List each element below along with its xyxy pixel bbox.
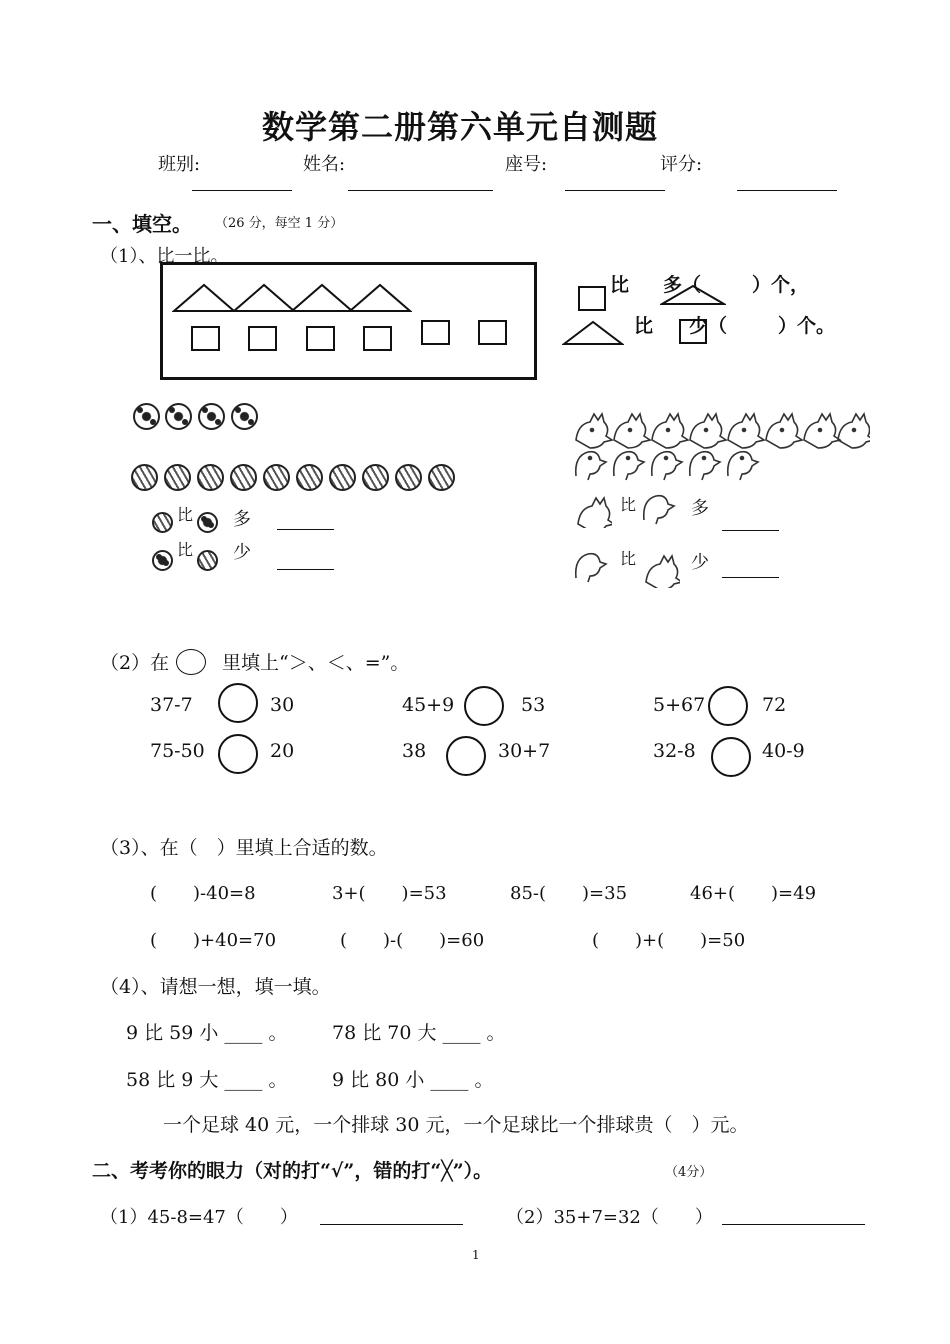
class-blank[interactable]: [192, 190, 292, 191]
balls-shao: 少: [233, 542, 251, 563]
square-icon: [248, 326, 277, 351]
q2-item-right: 40-9: [762, 740, 805, 762]
volleyball-icon: [362, 464, 389, 491]
judge-item: （1）45-8=47（ ）: [100, 1207, 298, 1228]
triangle-icon: [174, 285, 234, 311]
line2-ge: ）个。: [778, 315, 836, 337]
birds-bi2: 比: [620, 549, 637, 568]
birds-duo: 多: [691, 498, 709, 519]
soccer-ball-icon: [197, 512, 218, 533]
triangle-icon: [562, 320, 624, 346]
birds-shao: 少: [691, 552, 709, 573]
q2-label-suffix: 里填上“＞、＜、=”。: [222, 652, 410, 674]
rooster-icon: [652, 414, 688, 448]
volleyball-icon: [164, 464, 191, 491]
rooster-icon: [690, 414, 726, 448]
q3-equation: ( )-( )=60: [340, 930, 485, 951]
q3-label: （3）、在（ ）里填上合适的数。: [100, 837, 388, 859]
seat-blank[interactable]: [565, 190, 665, 191]
line1-bi: 比: [610, 274, 630, 296]
line1-duo: 多（: [663, 274, 702, 296]
birds-bi1: 比: [620, 495, 637, 514]
soccer-ball-icon: [231, 403, 258, 430]
judge-blank[interactable]: [320, 1224, 463, 1225]
soccer-ball-icon: [198, 403, 225, 430]
score-blank[interactable]: [737, 190, 837, 191]
q3-equation: 46+( )=49: [690, 883, 817, 904]
line1-ge: ）个，: [752, 274, 810, 296]
square-icon: [191, 326, 220, 351]
duck-icon: [690, 452, 720, 480]
q4-item: 9 比 80 小 ____ 。: [332, 1069, 494, 1091]
q3-equation: ( )+( )=50: [592, 930, 746, 951]
q3-equation: ( )+40=70: [150, 930, 277, 951]
compare-circle[interactable]: [708, 686, 748, 726]
circle-icon: [176, 649, 206, 675]
q2-item-right: 30+7: [498, 740, 551, 762]
page-title: 数学第二册第六单元自测题: [262, 108, 659, 146]
duck-icon: [652, 452, 682, 480]
square-icon: [578, 286, 606, 311]
line2-shao: 少（: [689, 315, 728, 337]
duck-icon: [640, 488, 680, 528]
volleyball-icon: [197, 464, 224, 491]
birds-illustration: [570, 402, 870, 482]
balls-bi2: 比: [177, 540, 194, 559]
volleyball-icon: [197, 550, 218, 571]
volleyball-icon: [131, 464, 158, 491]
q4-word-problem: 一个足球 40 元，一个排球 30 元，一个足球比一个排球贵（ ）元。: [163, 1114, 749, 1136]
triangle-icon: [292, 285, 352, 311]
volleyball-icon: [296, 464, 323, 491]
rooster-icon: [838, 414, 870, 448]
duck-icon: [572, 546, 612, 586]
volleyball-icon: [395, 464, 422, 491]
volleyball-icon: [152, 512, 173, 533]
volleyball-icon: [263, 464, 290, 491]
triangle-icon: [234, 285, 294, 311]
q4-item: 9 比 59 小 ____ 。: [126, 1022, 288, 1044]
q2-item-left: 32-8: [653, 740, 696, 762]
q2-item-left: 37-7: [150, 694, 193, 716]
triangle-icon: [350, 285, 410, 311]
score-label: 评分:: [660, 154, 703, 175]
soccer-ball-icon: [165, 403, 192, 430]
compare-circle[interactable]: [218, 734, 258, 774]
balls-bi1: 比: [177, 505, 194, 524]
compare-circle[interactable]: [711, 737, 751, 777]
page-number: 1: [472, 1248, 480, 1262]
rooster-icon: [640, 546, 680, 588]
balls-duo-blank[interactable]: [277, 529, 334, 530]
soccer-ball-icon: [133, 403, 160, 430]
q4-label: （4）、请想一想，填一填。: [100, 976, 331, 998]
q2-item-left: 38: [402, 740, 427, 762]
q3-equation: ( )-40=8: [150, 883, 256, 904]
section1-note: （26 分，每空 1 分）: [215, 216, 344, 231]
q3-equation: 85-( )=35: [510, 883, 628, 904]
duck-icon: [614, 452, 644, 480]
compare-circle[interactable]: [218, 683, 258, 723]
rooster-icon: [572, 488, 612, 528]
rooster-icon: [804, 414, 840, 448]
duck-icon: [728, 452, 758, 480]
judge-item: （2）35+7=32（ ）: [506, 1207, 713, 1228]
volleyball-icon: [230, 464, 257, 491]
q1-label: （1）、比一比。: [100, 246, 229, 267]
q2-item-right: 30: [270, 694, 295, 716]
square-icon: [306, 326, 335, 351]
triangles-row: [172, 283, 412, 313]
q2-item-left: 75-50: [150, 740, 205, 762]
compare-circle[interactable]: [464, 686, 504, 726]
soccer-ball-icon: [152, 550, 173, 571]
q2-item-left: 5+67: [653, 694, 706, 716]
q2-label-prefix: （2）在: [100, 652, 170, 674]
rooster-icon: [614, 414, 650, 448]
q4-item: 78 比 70 大 ____ 。: [332, 1022, 506, 1044]
section2-heading: 二、考考你的眼力（对的打“√”，错的打“╳”）。: [92, 1160, 493, 1182]
square-icon: [478, 320, 507, 345]
name-label: 姓名:: [303, 154, 346, 175]
birds-duo-blank[interactable]: [722, 530, 779, 531]
square-icon: [363, 326, 392, 351]
q4-item: 58 比 9 大 ____ 。: [126, 1069, 288, 1091]
volleyball-icon: [329, 464, 356, 491]
q2-item-right: 72: [762, 694, 787, 716]
section2-note: （4分）: [665, 1165, 713, 1180]
balls-shao-blank[interactable]: [277, 569, 334, 570]
rooster-icon: [576, 414, 612, 448]
compare-circle[interactable]: [446, 736, 486, 776]
rooster-icon: [728, 414, 764, 448]
name-blank[interactable]: [348, 190, 493, 191]
class-label: 班别:: [158, 154, 201, 175]
section1-heading: 一、填空。: [92, 212, 192, 236]
q3-equation: 3+( )=53: [332, 883, 447, 904]
judge-blank[interactable]: [722, 1224, 865, 1225]
duck-icon: [576, 452, 606, 480]
birds-shao-blank[interactable]: [722, 577, 779, 578]
square-icon: [421, 320, 450, 345]
q2-item-right: 53: [521, 694, 546, 716]
rooster-icon: [766, 414, 802, 448]
q2-item-right: 20: [270, 740, 295, 762]
balls-duo: 多: [233, 509, 251, 530]
line2-bi: 比: [634, 315, 654, 337]
volleyball-icon: [428, 464, 455, 491]
q2-item-left: 45+9: [402, 694, 455, 716]
seat-label: 座号:: [505, 154, 548, 175]
